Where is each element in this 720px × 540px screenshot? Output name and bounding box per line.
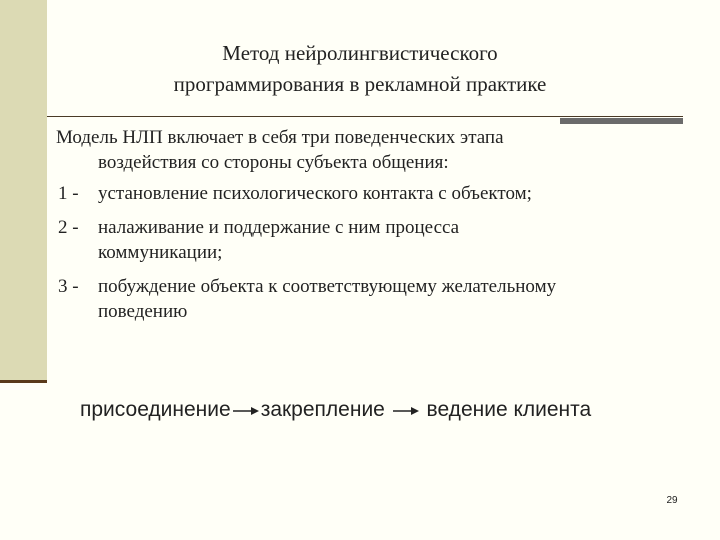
step-number: 1 -	[58, 183, 79, 204]
side-bar-decoration	[0, 0, 47, 382]
intro-line-2: воздействия со стороны субъекта общения:	[98, 152, 449, 173]
step-1	[56, 181, 696, 206]
process-flow	[80, 396, 680, 424]
intro-line-1: Модель НЛП включает в себя три поведенческих этапа	[56, 127, 504, 148]
title-divider	[47, 116, 683, 117]
right-arrow-icon	[393, 404, 419, 416]
step-text-continuation: коммуникации;	[98, 242, 223, 263]
slide-body	[56, 125, 696, 333]
title-divider-accent	[560, 118, 683, 124]
flow-step-2: закрепление	[260, 398, 385, 421]
step-2	[56, 215, 696, 265]
step-text: побуждение объекта к соответствующему желательному	[98, 276, 557, 297]
flow-step-3: ведение клиента	[426, 398, 592, 421]
step-text-continuation: поведению	[98, 301, 188, 322]
title-line-2: программирования в рекламной практике	[173, 72, 547, 96]
page-number: 29	[666, 495, 678, 506]
slide-title	[60, 38, 660, 100]
intro-paragraph	[56, 125, 696, 175]
right-arrow-icon	[233, 404, 259, 416]
title-line-1: Метод нейролингвистического	[222, 41, 498, 65]
step-number: 3 -	[58, 276, 79, 297]
step-text: налаживание и поддержание с ним процесса	[98, 217, 460, 238]
side-bar-rule	[0, 380, 47, 383]
step-text: установление психологического контакта с объектом;	[98, 183, 532, 204]
step-3	[56, 274, 696, 324]
step-number: 2 -	[58, 217, 79, 238]
flow-step-1: присоединение	[80, 398, 231, 421]
